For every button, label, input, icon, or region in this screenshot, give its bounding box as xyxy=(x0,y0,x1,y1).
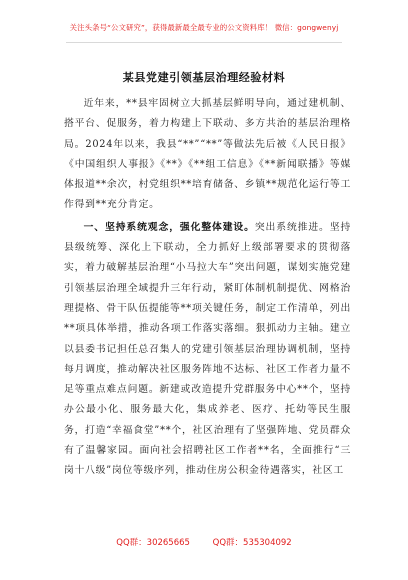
document-body xyxy=(64,94,351,482)
qq-1-number: 30265665 xyxy=(146,538,190,548)
document-title: 某县党建引领基层治理经验材料 xyxy=(122,71,286,84)
section-1-text: 突出系统推进。坚持县级统筹、深化上下联动，全力抓好上级部署要求的贯彻落实，着力破解基层治理“小马拉大车”突出问题，谋划实施党建引领基层治理全域提升三年行动，紧盯体制机制提优、网格治理提格、骨干队伍提能等**项关键任务，制定工作清单，列出**项具体举措，推动各项工作落实落细。狠抓动力主轴。建立以县委书记担任总召集人的党建引领基层治理协调机制，坚持每月调度，推动解决社区服务阵地不达标、社区工作者力量不足等重点难点问题。新建或改造提升党群服务中心**个，坚持办公最小化、服务最大化，集成养老、医疗、托幼等民生服务，打造“幸福食堂”**个，社区治理有了坚强阵地、党员群众有了温馨家园。面向社会招聘社区工作者**名，全面推行“三岗十八级”岗位等级序列，推动住房公积金待遇落实，社区工 xyxy=(64,221,352,477)
footer-contact xyxy=(0,536,408,548)
qq-2-number: 535304092 xyxy=(243,538,292,548)
section-1-heading: 一、坚持系统观念，强化整体建设。 xyxy=(83,221,255,233)
header-banner: 关注头条号“公文研究”，获得最新最全最专业的公文资料库！ 微信：gongwenyj xyxy=(69,23,339,32)
section-1-paragraph xyxy=(64,218,351,482)
intro-paragraph: 近年来，**县牢固树立大抓基层鲜明导向，通过建机制、搭平台、促服务，着力构建上下联动、多方共治的基层治理格局。2024年以来，我县“**”“**”等做法先后被《人民日报》《中国组织人事报》《**》《**组工信息》《**新闻联播》等媒体报道**余次，村党组织**培育储备、乡镇**规范化运行等工作得到**充分肯定。 xyxy=(64,98,352,211)
header-divider xyxy=(66,42,342,43)
qq-2-label: QQ群： xyxy=(212,538,244,548)
footer-qq-group-1 xyxy=(116,538,190,548)
footer-qq-group-2 xyxy=(213,538,292,548)
qq-1-label: QQ群： xyxy=(116,538,147,548)
